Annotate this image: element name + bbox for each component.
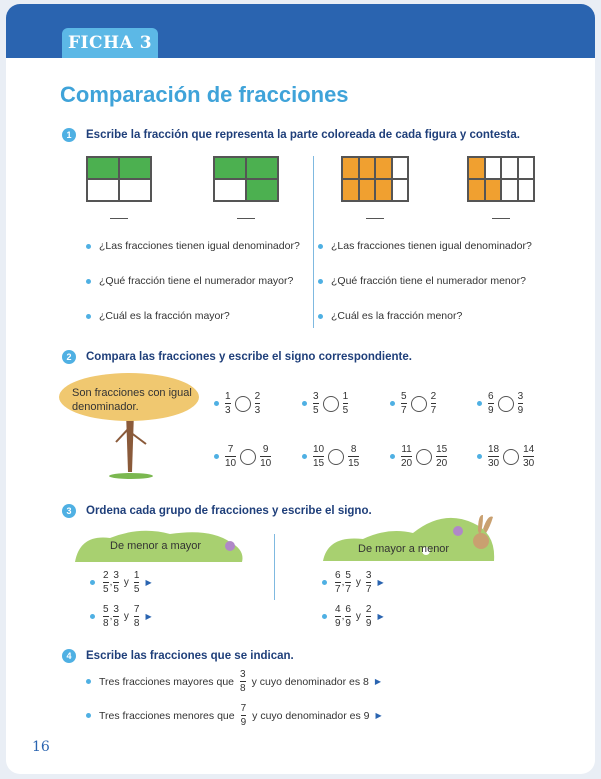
fraction: $\frac{8}{15}$ (348, 444, 360, 469)
fraction: $\frac{6}{9}$ (345, 604, 351, 629)
task-item: Tres fracciones mayores que $\frac{3}{8}$ y cuyo denominador es 8 ▶ (86, 669, 381, 694)
fraction: $\frac{2}{5}$ (103, 570, 109, 595)
fraction: $\frac{14}{30}$ (523, 444, 535, 469)
fraction: $\frac{3}{7}$ (365, 570, 372, 595)
section-number: 2 (62, 350, 76, 364)
divider (274, 534, 275, 600)
section-instruction: Escribe la fracción que representa la parte coloreada de cada figura y contesta. (86, 129, 520, 141)
sign-circle[interactable] (240, 449, 256, 465)
sign-circle[interactable] (235, 396, 251, 412)
section-instruction: Escribe las fracciones que se indican. (86, 650, 294, 662)
divider (313, 156, 314, 328)
arrow-icon: ▶ (377, 578, 384, 587)
section-4-heading (62, 649, 294, 663)
answer-blank[interactable] (366, 218, 384, 219)
fraction-comparison (214, 391, 260, 416)
sign-circle[interactable] (323, 396, 339, 412)
sign-circle[interactable] (416, 449, 432, 465)
fraction: $\frac{3}{8}$ (113, 604, 119, 629)
fraction: $\frac{3}{8}$ (240, 669, 246, 694)
fraction-figure-4 (467, 156, 535, 202)
green-bush-rabbit (318, 509, 508, 564)
fraction-comparison (477, 391, 523, 416)
question-item: ¿Qué fracción tiene el numerador menor? (318, 275, 526, 287)
fraction-comparison (302, 391, 348, 416)
section-number: 1 (62, 128, 76, 142)
order-item: $\frac{4}{9}$ , $\frac{6}{9}$ y $\frac{2}{9}$ ▶ (322, 604, 384, 629)
fraction: $\frac{9}{10}$ (260, 444, 272, 469)
question-item: ¿Cuál es la fracción menor? (318, 310, 462, 322)
fraction-figure-3 (341, 156, 409, 202)
fraction: $\frac{7}{8}$ (133, 604, 140, 629)
fraction: $\frac{2}{3}$ (254, 391, 261, 416)
fraction: $\frac{1}{5}$ (133, 570, 140, 595)
section-number: 4 (62, 649, 76, 663)
arrow-icon: ▶ (145, 612, 152, 621)
fraction: $\frac{5}{7}$ (401, 391, 407, 416)
fraction: $\frac{7}{10}$ (225, 444, 237, 469)
section-instruction: Compara las fracciones y escribe el signo correspondiente. (86, 351, 412, 363)
answer-blank[interactable] (110, 218, 128, 219)
task-item: Tres fracciones menores que $\frac{7}{9}$ y cuyo denominador es 9 ▶ (86, 703, 382, 728)
fraction-comparison (302, 444, 359, 469)
fraction: $\frac{2}{9}$ (365, 604, 372, 629)
order-item: $\frac{5}{8}$ , $\frac{3}{8}$ y $\frac{7}{8}$ ▶ (90, 604, 152, 629)
cloud-note: Son fracciones con igual denominador. (72, 387, 192, 413)
fraction: $\frac{2}{7}$ (430, 391, 437, 416)
question-item: ¿Las fracciones tienen igual denominador? (86, 240, 300, 252)
question-item: ¿Cuál es la fracción mayor? (86, 310, 230, 322)
order-label-right: De mayor a menor (358, 543, 450, 555)
fraction: $\frac{3}{5}$ (113, 570, 119, 595)
fraction: $\frac{4}{9}$ (335, 604, 341, 629)
order-item: $\frac{6}{7}$ , $\frac{5}{7}$ y $\frac{3}{7}$ ▶ (322, 570, 384, 595)
question-item: ¿Las fracciones tienen igual denominador? (318, 240, 532, 252)
order-item: $\frac{2}{5}$ , $\frac{3}{5}$ y $\frac{1}{5}$ ▶ (90, 570, 152, 595)
page-title: Comparación de fracciones (60, 82, 349, 107)
question-item: ¿Qué fracción tiene el numerador mayor? (86, 275, 293, 287)
fraction: $\frac{1}{3}$ (225, 391, 231, 416)
answer-blank[interactable] (237, 218, 255, 219)
fraction-comparison (214, 444, 271, 469)
fraction: $\frac{10}{15}$ (313, 444, 325, 469)
sign-circle[interactable] (498, 396, 514, 412)
fraction: $\frac{3}{5}$ (313, 391, 319, 416)
fraction-figure-2 (213, 156, 279, 202)
worksheet-page (6, 4, 595, 774)
fraction: $\frac{5}{8}$ (103, 604, 109, 629)
sign-circle[interactable] (503, 449, 519, 465)
sign-circle[interactable] (411, 396, 427, 412)
arrow-icon: ▶ (374, 677, 382, 686)
arrow-icon: ▶ (145, 578, 152, 587)
fraction: $\frac{1}{5}$ (342, 391, 349, 416)
section-number: 3 (62, 504, 76, 518)
answer-blank[interactable] (492, 218, 510, 219)
fraction-comparison (477, 444, 534, 469)
arrow-icon: ▶ (375, 711, 382, 720)
arrow-icon: ▶ (377, 612, 384, 621)
order-label-left: De menor a mayor (110, 540, 202, 552)
section-2-heading (62, 350, 412, 364)
fraction: $\frac{3}{9}$ (517, 391, 524, 416)
fraction: $\frac{18}{30}$ (488, 444, 500, 469)
section-instruction: Ordena cada grupo de fracciones y escribe el signo. (86, 505, 372, 517)
page-number: 16 (32, 739, 50, 755)
section-1-heading (62, 128, 520, 142)
fraction: $\frac{7}{9}$ (240, 703, 247, 728)
fraction: $\frac{11}{20}$ (401, 444, 413, 469)
fraction-figure-1 (86, 156, 152, 202)
fraction: $\frac{6}{9}$ (488, 391, 494, 416)
sign-circle[interactable] (328, 449, 344, 465)
fraction: $\frac{5}{7}$ (345, 570, 351, 595)
fraction-comparison (390, 391, 436, 416)
fraction-comparison (390, 444, 447, 469)
ficha-tab: FICHA 3 (62, 28, 158, 58)
fraction: $\frac{15}{20}$ (436, 444, 448, 469)
fraction: $\frac{6}{7}$ (335, 570, 341, 595)
